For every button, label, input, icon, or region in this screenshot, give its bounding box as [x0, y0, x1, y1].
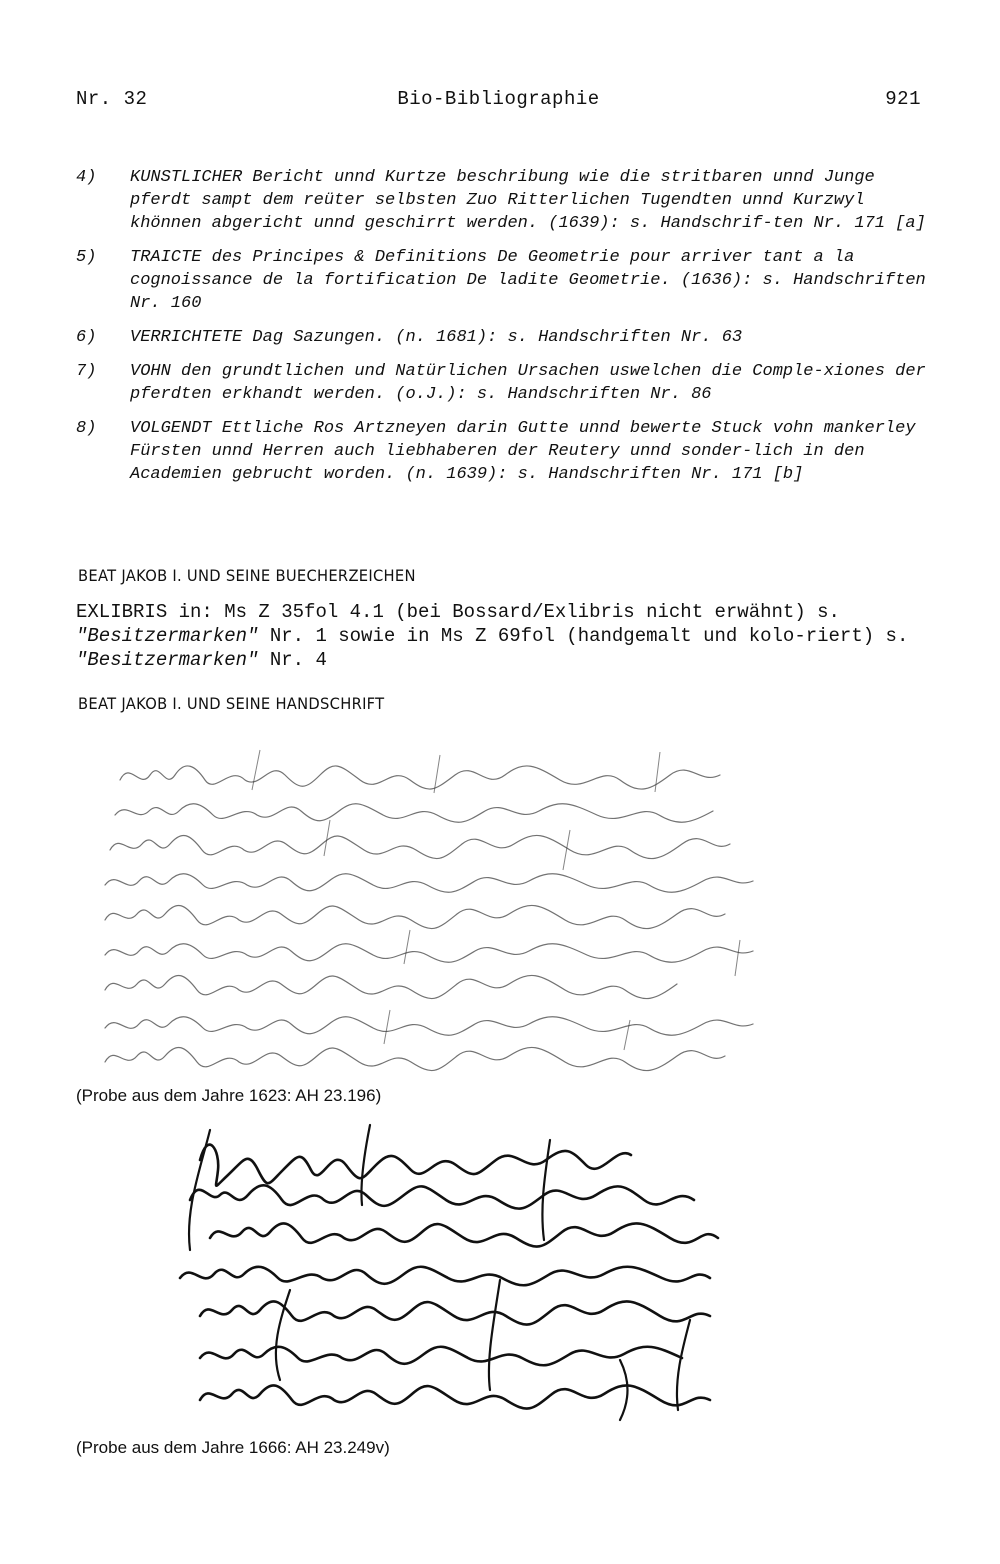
running-header	[76, 88, 921, 114]
entry-number: 6)	[76, 328, 97, 347]
header-title: Bio-Bibliographie	[397, 88, 600, 110]
exlibris-italic-term: "Besitzermarken"	[76, 625, 259, 647]
handwriting-sample-1666	[170, 1120, 820, 1430]
entry-list	[76, 166, 936, 497]
list-item	[76, 417, 936, 486]
entry-number: 5)	[76, 248, 97, 267]
handwriting-image-1666	[170, 1120, 820, 1430]
handwriting-sample-1623	[100, 740, 920, 1080]
exlibris-text: Nr. 4	[258, 649, 327, 671]
handwriting-image-1623	[100, 740, 920, 1080]
list-item	[76, 166, 936, 235]
entry-text: VOLGENDT Ettliche Ros Artzneyen darin Gutte unnd bewerte Stuck vohn mankerley Fürsten unnd Herren auch liebhaberen der Reutery unnd sonder-lich in den Academien gebrucht worden. (n. 1639): s. Handschriften Nr. 171 [b]	[130, 419, 916, 484]
entry-text: KUNSTLICHER Bericht unnd Kurtze beschribung wie die stritbaren unnd Junge pferdt sampt dem reüter selbsten Zuo Ritterlichen Tugendten unnd Kurzwyl khönnen abgericht unnd geschirrt werden. (1639): s. Handschrif-ten Nr. 171 [a]	[130, 168, 926, 233]
exlibris-text: Nr. 1 sowie in Ms Z 69fol (handgemalt und kolo-riert) s.	[258, 625, 909, 647]
entry-text: VERRICHTETE Dag Sazungen. (n. 1681): s. Handschriften Nr. 63	[130, 328, 743, 347]
page-number: 921	[885, 88, 921, 110]
list-item	[76, 246, 936, 315]
entry-number: 4)	[76, 168, 97, 187]
sample-caption-1623: (Probe aus dem Jahre 1623: AH 23.196)	[76, 1086, 382, 1105]
list-item	[76, 360, 936, 406]
section-heading-buecherzeichen: BEAT JAKOB I. UND SEINE BUECHERZEICHEN	[78, 566, 416, 585]
header-number: Nr. 32	[76, 88, 148, 110]
list-item	[76, 326, 936, 349]
entry-number: 7)	[76, 362, 97, 381]
exlibris-paragraph	[76, 600, 946, 672]
entry-text: VOHN den grundtlichen und Natürlichen Ursachen uswelchen die Comple-xiones der pferdten erkhandt werden. (o.J.): s. Handschriften Nr. 86	[130, 362, 926, 404]
entry-number: 8)	[76, 419, 97, 438]
exlibris-italic-term: "Besitzermarken"	[76, 649, 259, 671]
sample-caption-1666: (Probe aus dem Jahre 1666: AH 23.249v)	[76, 1438, 390, 1457]
entry-text: TRAICTE des Principes & Definitions De Geometrie pour arriver tant a la cognoissance de la fortification De ladite Geometrie. (1636): s. Handschriften Nr. 160	[130, 248, 926, 313]
section-heading-handschrift: BEAT JAKOB I. UND SEINE HANDSCHRIFT	[78, 694, 385, 713]
exlibris-text: EXLIBRIS in: Ms Z 35fol 4.1 (bei Bossard/Exlibris nicht erwähnt) s.	[76, 601, 840, 623]
